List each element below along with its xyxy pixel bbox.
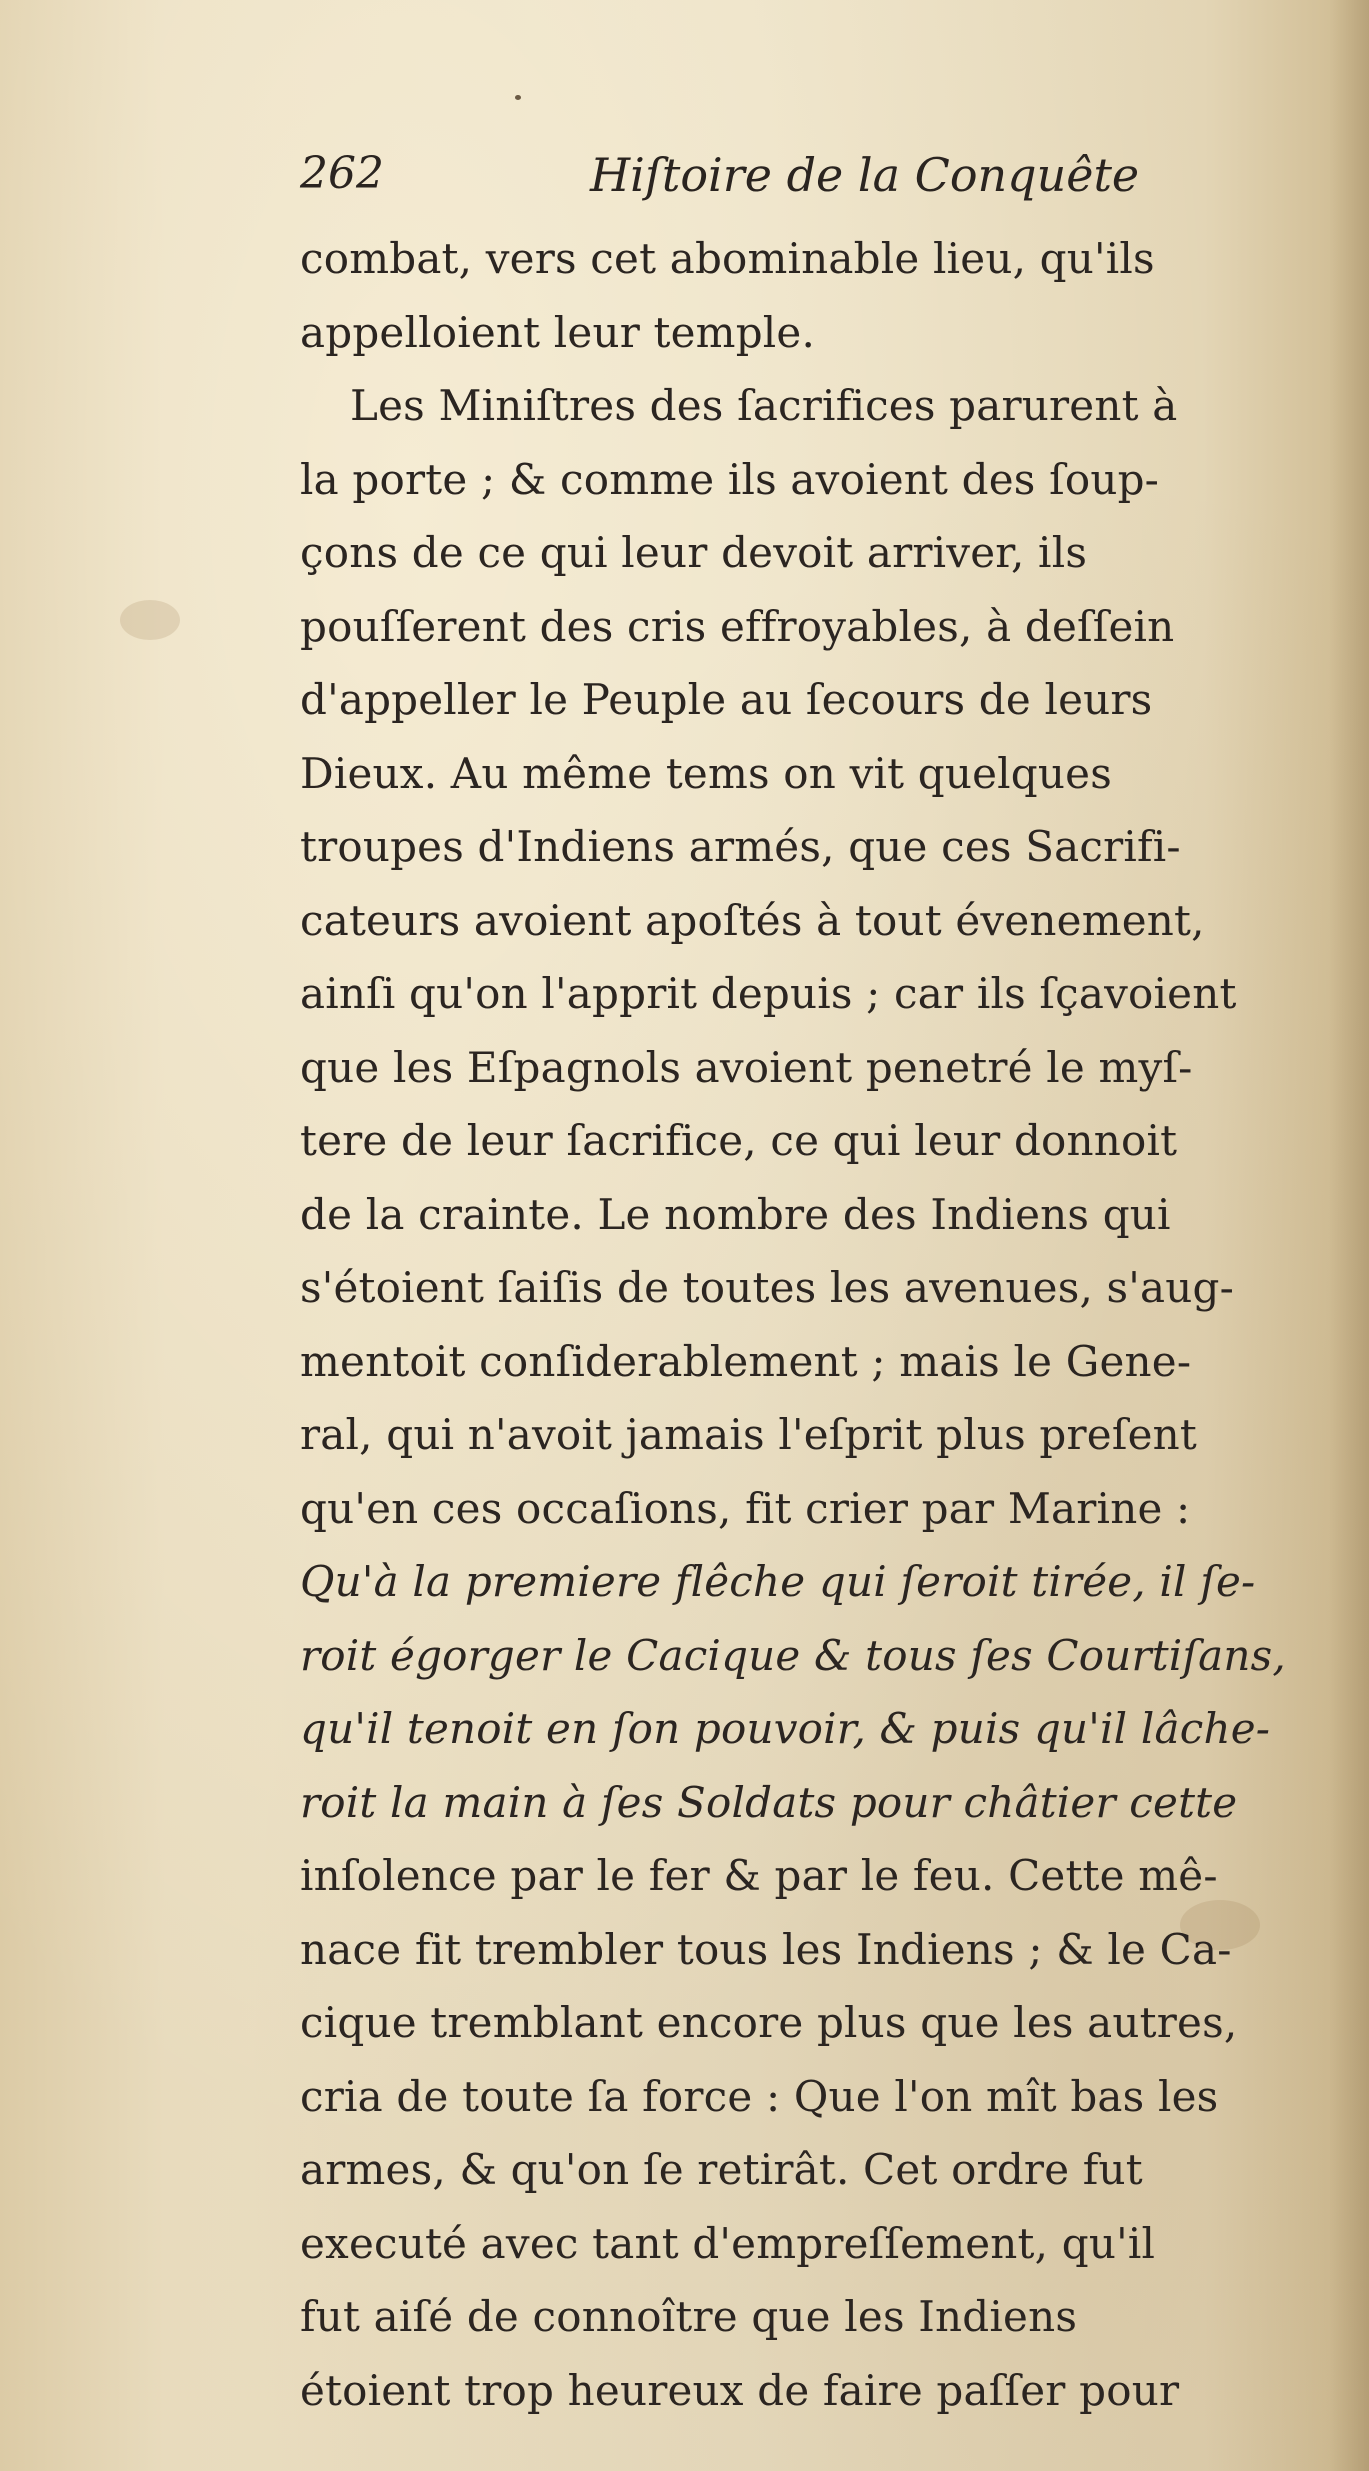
running-head-title: Hiſtoire de la Conquête (590, 148, 1140, 202)
text-line: troupes d'Indiens armés, que ces Sacrifi- (300, 822, 1181, 871)
text-line: nace fit trembler tous les Indiens ; & le Ca- (300, 1924, 1232, 1974)
text-line: étoient trop heureux de faire paſſer pour (300, 2365, 1180, 2415)
text-line: çons de ce qui leur devoit arriver, ils (300, 528, 1088, 577)
body-text (300, 222, 1360, 2427)
text-line: appelloient leur temple. (300, 307, 816, 357)
text-line: de la crainte. Le nombre des Indiens qui (300, 1189, 1171, 1239)
page-number: 262 (300, 148, 384, 199)
text-line: cria de toute ſa force : Que l'on mît bas les (300, 2071, 1219, 2121)
foxing-stain (120, 600, 180, 640)
text-line: que les Eſpagnols avoient penetré le myſ- (300, 1042, 1193, 1092)
text-line: mentoit conſiderablement ; mais le Gene- (300, 1336, 1192, 1386)
text-line: armes, & qu'on ſe retirât. Cet ordre fut (300, 2145, 1143, 2194)
text-line: tere de leur ſacrifice, ce qui leur donnoit (300, 1116, 1178, 1165)
text-line: fut aiſé de connoître que les Indiens (300, 2292, 1078, 2341)
ink-speck (515, 95, 521, 100)
running-head (300, 148, 1360, 218)
text-line: cateurs avoient apoſtés à tout évenement, (300, 895, 1205, 945)
text-line-italic: qu'il tenoit en ſon pouvoir, & puis qu'il lâche- (300, 1704, 1271, 1753)
text-line: cique tremblant encore plus que les autres, (300, 1998, 1238, 2047)
text-line: s'étoient ſaiſis de toutes les avenues, s'aug- (300, 1263, 1235, 1312)
text-line: qu'en ces occaſions, fit crier par Marine : (300, 1483, 1191, 1533)
text-line: la porte ; & comme ils avoient des ſoup- (300, 454, 1160, 504)
text-line: pouſſerent des cris effroyables, à deſſein (300, 601, 1175, 651)
text-line: ainſi qu'on l'apprit depuis ; car ils ſçavoient (300, 969, 1237, 1018)
text-line: d'appeller le Peuple au ſecours de leurs (300, 675, 1153, 724)
text-line: Les Miniſtres des ſacrifices parurent à (350, 381, 1178, 430)
text-line-italic: Qu'à la premiere flêche qui ſeroit tirée, il ſe- (300, 1557, 1256, 1606)
text-line-italic: roit la main à ſes Soldats pour châtier cette (300, 1777, 1238, 1827)
text-line: combat, vers cet abominable lieu, qu'ils (300, 234, 1155, 283)
text-line: ral, qui n'avoit jamais l'eſprit plus preſent (300, 1410, 1197, 1459)
text-line: executé avec tant d'empreſſement, qu'il (300, 2218, 1156, 2268)
text-line: inſolence par le fer & par le feu. Cette mê- (300, 1851, 1218, 1900)
text-line-italic: roit égorger le Cacique & tous ſes Courtiſans, (300, 1630, 1286, 1680)
text-line: Dieux. Au même tems on vit quelques (300, 748, 1112, 798)
